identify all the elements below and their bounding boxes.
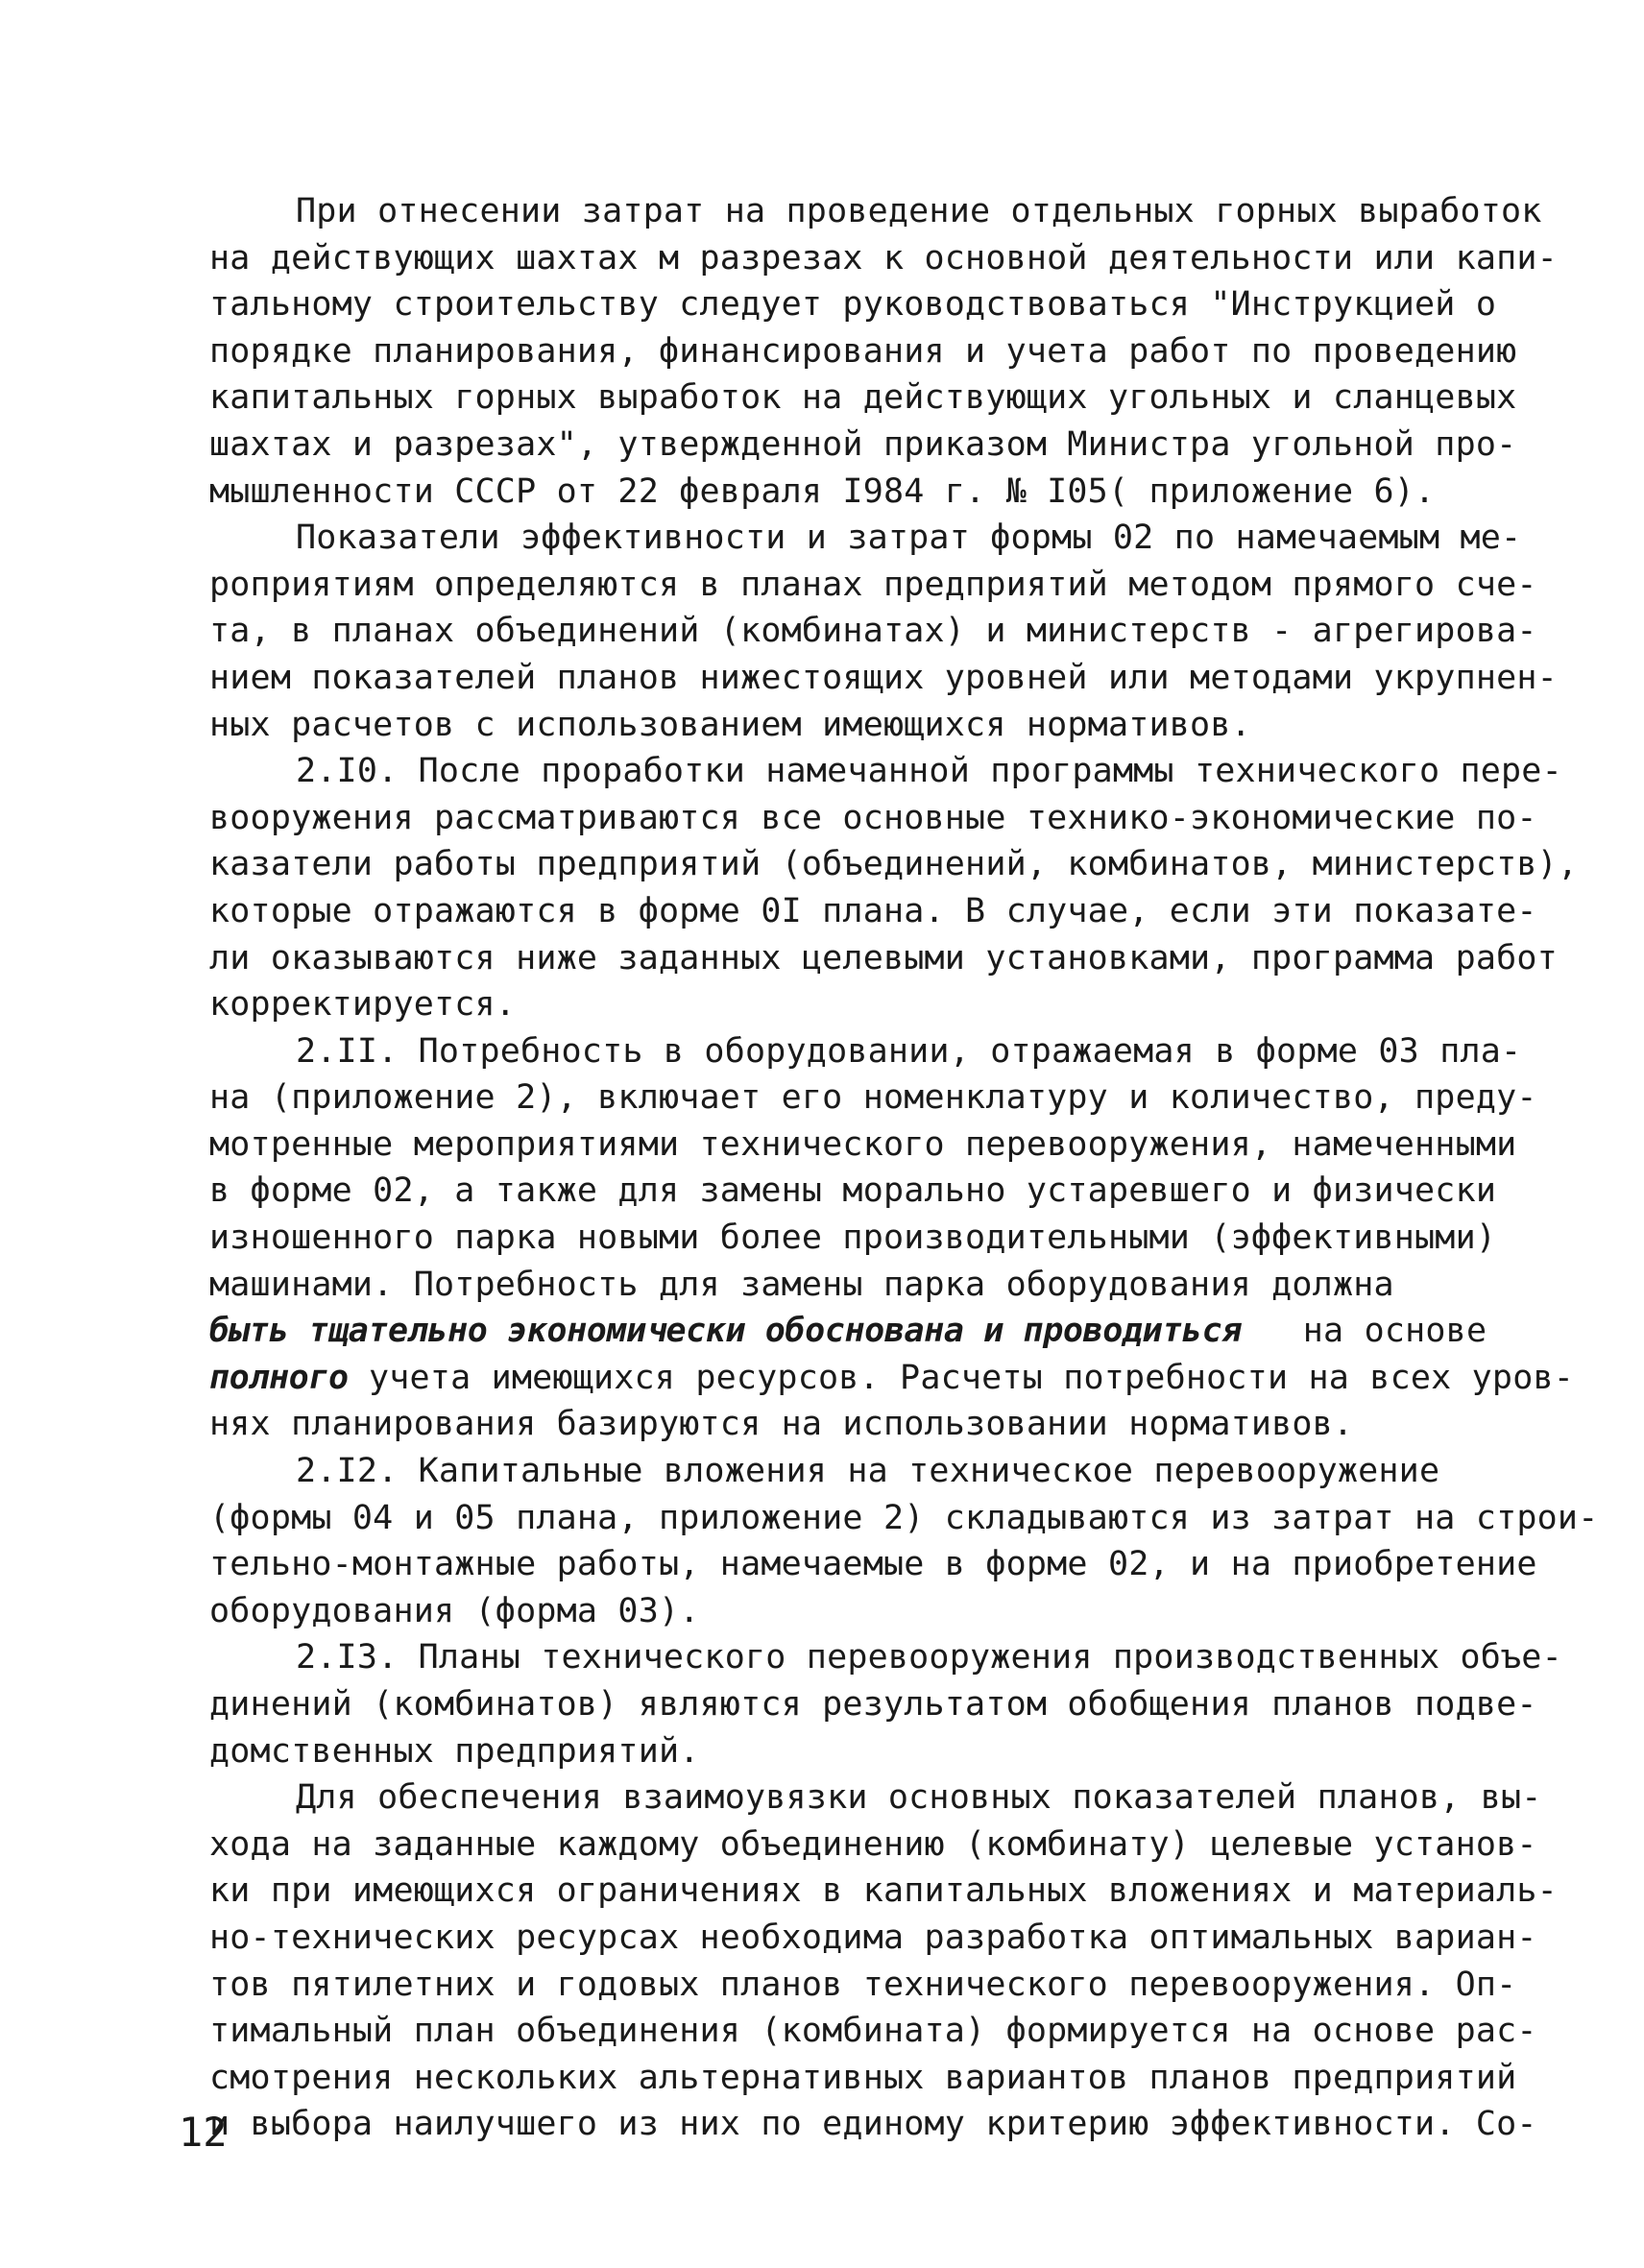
- text-line: Показатели эффективности и затрат формы 02 по намечаемым ме-: [296, 519, 1522, 558]
- text-line: домственных предприятий.: [209, 1731, 700, 1771]
- italic-insert: полного: [209, 1358, 349, 1397]
- page-number: 12: [179, 2109, 228, 2156]
- text-line: 2.II. Потребность в оборудовании, отражаемая в форме 03 пла-: [296, 1031, 1522, 1071]
- document-body: [209, 188, 1599, 2148]
- text-line: порядке планирования, финансирования и учета работ по проведению: [209, 331, 1517, 371]
- text-line: (формы 04 и 05 плана, приложение 2) складываются из затрат на строи-: [209, 1498, 1599, 1537]
- text-line: смотрения нескольких альтернативных вариантов планов предприятий: [209, 2058, 1517, 2097]
- text-fragment: учета имеющихся ресурсов. Расчеты потребности на всех уров-: [368, 1358, 1575, 1397]
- text-line: ных расчетов с использованием имеющихся нормативов.: [209, 705, 1251, 744]
- text-line: тимальный план объединения (комбината) формируется на основе рас-: [209, 2012, 1537, 2051]
- text-line: нях планирования базируются на использовании нормативов.: [209, 1405, 1354, 1444]
- text-line: в форме 02, а также для замены морально устаревшего и физически: [209, 1171, 1497, 1211]
- text-line: на (приложение 2), включает его номенклатуру и количество, преду-: [209, 1078, 1537, 1118]
- text-line: оборудования (форма 03).: [209, 1591, 700, 1630]
- text-line: на действующих шахтах м разрезах к основной деятельности или капи-: [209, 238, 1558, 277]
- text-line: При отнесении затрат на проведение отдельных горных выработок: [296, 192, 1542, 230]
- text-line: Для обеспечения взаимоувязки основных показателей планов, вы-: [296, 1778, 1542, 1818]
- text-line: изношенного парка новыми более производительными (эффективными): [209, 1218, 1497, 1258]
- text-line: ки при имеющихся ограничениях в капитальных вложениях и материаль-: [209, 1871, 1558, 1911]
- text-line: машинами. Потребность для замены парка оборудования должна: [209, 1265, 1394, 1304]
- text-line: мотренные мероприятиями технического перевооружения, намеченными: [209, 1124, 1517, 1164]
- text-line: тельно-монтажные работы, намечаемые в форме 02, и на приобретение: [209, 1545, 1537, 1584]
- text-line: но-технических ресурсах необходима разработка оптимальных вариан-: [209, 1918, 1537, 1957]
- text-line: хода на заданные каждому объединению (комбинату) целевые установ-: [209, 1824, 1537, 1864]
- text-line: нием показателей планов нижестоящих уровней или методами укрупнен-: [209, 658, 1558, 697]
- text-line: казатели работы предприятий (объединений, комбинатов, министерств),: [209, 845, 1579, 884]
- text-line: ли оказываются ниже заданных целевыми установками, программа работ: [209, 938, 1558, 977]
- italic-insert: быть тщательно экономически обоснована и проводиться: [209, 1312, 1242, 1351]
- text-line: 2.I2. Капитальные вложения на техническое перевооружение: [296, 1452, 1440, 1491]
- text-line: капитальных горных выработок на действующих угольных и сланцевых: [209, 378, 1517, 418]
- text-line: которые отражаются в форме 0I плана. В случае, если эти показате-: [209, 891, 1537, 930]
- text-line: и выбора наилучшего из них по единому критерию эффективности. Со-: [209, 2105, 1537, 2144]
- text-line: тальному строительству следует руководствоваться "Инструкцией о: [209, 285, 1497, 325]
- text-line: шахтах и разрезах", утвержденной приказом Министра угольной про-: [209, 424, 1517, 464]
- text-line: мышленности СССР от 22 февраля I984 г. № I05( приложение 6).: [209, 471, 1436, 511]
- text-fragment: на основе: [1302, 1312, 1487, 1351]
- text-line: 2.I3. Планы технического перевооружения производственных объе-: [296, 1638, 1562, 1677]
- text-line: роприятиям определяются в планах предприятий методом прямого сче-: [209, 565, 1537, 604]
- text-line: 2.I0. После проработки намечанной программы технического пере-: [296, 752, 1562, 791]
- text-line: корректируется.: [209, 985, 517, 1025]
- text-line-mixed: [209, 1355, 1575, 1402]
- text-line: та, в планах объединений (комбинатах) и министерств - агрегирова-: [209, 612, 1537, 651]
- text-line: вооружения рассматриваются все основные технико-экономические по-: [209, 798, 1537, 837]
- text-line: тов пятилетних и годовых планов технического перевооружения. Оп-: [209, 1965, 1517, 2004]
- text-line: динений (комбинатов) являются результатом обобщения планов подве-: [209, 1685, 1537, 1724]
- text-line-mixed: [209, 1308, 1487, 1355]
